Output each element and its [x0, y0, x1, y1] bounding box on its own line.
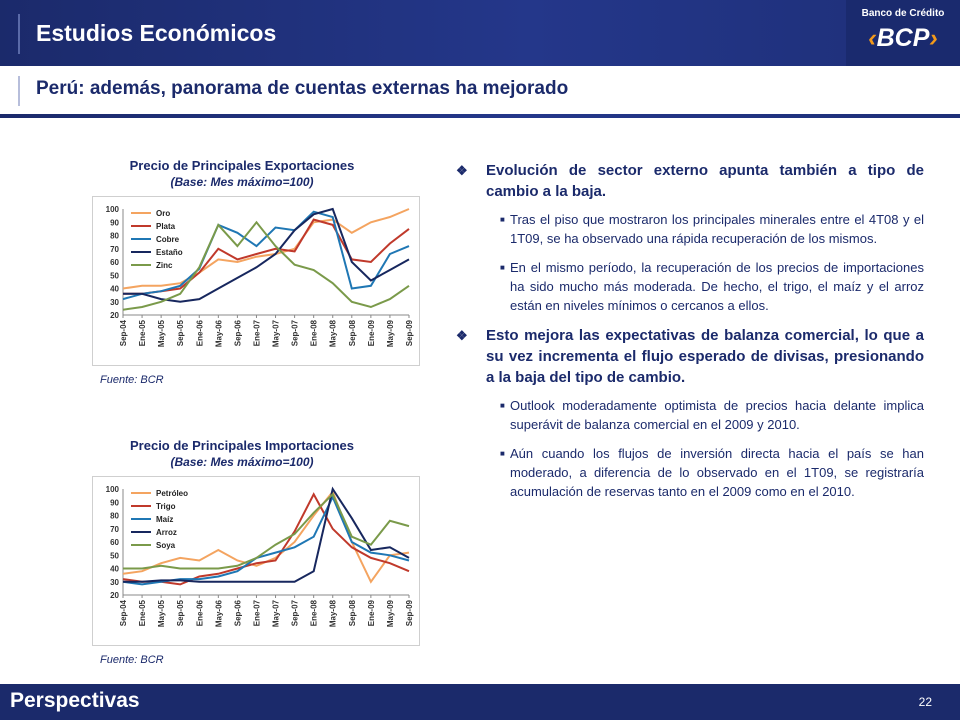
exports-x-tick-label: Sep-04: [119, 320, 128, 347]
imports-x-tick-label: May-07: [271, 600, 281, 628]
exports-x-tick-label: Sep-05: [176, 320, 186, 347]
imports-x-tick-label: Sep-06: [233, 600, 243, 627]
bullet-main-text: Esto mejora las expectativas de balanza comercial, lo que a su vez incrementa el flujo esperado de divisas, presionando a la baja del tipo de cambio.: [486, 327, 924, 386]
exports-x-tick-label: Sep-07: [290, 320, 300, 347]
imports-x-tick-label: Sep-04: [119, 600, 128, 627]
chart2-title: Precio de Principales Importaciones: [130, 438, 354, 453]
imports-legend-label: Petróleo: [156, 489, 189, 498]
diamond-bullet-icon: ❖: [456, 328, 468, 343]
imports-y-tick-label: 100: [105, 485, 119, 494]
imports-y-tick-label: 30: [110, 577, 119, 587]
bullet-sub-text: Outlook moderadamente optimista de precios hacia delante implica superávit de balanza comercial en el 2009 y 2010.: [510, 398, 924, 432]
chart1-title: Precio de Principales Exportaciones: [129, 158, 355, 173]
logo-bank-name: Banco de Crédito: [861, 8, 945, 19]
imports-x-tick-label: May-05: [157, 600, 167, 628]
exports-x-tick-label: May-07: [271, 320, 281, 348]
chart2-source: Fuente: BCR: [100, 654, 164, 666]
logo-text: BCP: [876, 24, 930, 52]
bullet-sub: [452, 258, 924, 315]
exports-legend-label: Cobre: [156, 235, 180, 244]
imports-y-tick-label: 50: [110, 551, 119, 561]
exports-y-tick-label: 80: [110, 231, 119, 241]
imports-y-tick-label: 20: [110, 591, 119, 600]
diamond-bullet-icon: ❖: [456, 163, 468, 178]
exports-x-tick-label: Ene-06: [195, 320, 205, 347]
imports-x-tick-label: Ene-09: [366, 600, 376, 627]
bullet-list: [452, 160, 924, 511]
exports-x-tick-label: Sep-08: [347, 320, 357, 347]
imports-x-tick-label: Ene-05: [138, 600, 148, 627]
title-divider: [18, 14, 20, 54]
bullet-sub: [452, 396, 924, 434]
slide-subtitle: Perú: además, panorama de cuentas externas ha mejorado: [36, 78, 569, 99]
exports-legend-label: Plata: [156, 222, 176, 231]
imports-legend-label: Trigo: [156, 502, 176, 511]
exports-chart: [93, 197, 419, 365]
imports-chart: [93, 477, 419, 645]
imports-x-tick-label: Sep-07: [290, 600, 300, 627]
bullet-sub: [452, 444, 924, 501]
imports-x-tick-label: May-06: [214, 600, 224, 628]
exports-x-tick-label: Ene-09: [366, 320, 376, 347]
imports-x-tick-label: Ene-06: [195, 600, 205, 627]
chart1-source: Fuente: BCR: [100, 374, 164, 386]
exports-x-tick-label: May-08: [328, 320, 338, 348]
exports-y-tick-label: 70: [110, 244, 119, 254]
chart2-frame: [92, 476, 420, 646]
imports-legend-label: Maíz: [156, 515, 174, 524]
bullet-main-text: Evolución de sector externo apunta también a tipo de cambio a la baja.: [486, 162, 924, 200]
exports-y-tick-label: 50: [110, 271, 119, 281]
exports-y-tick-label: 90: [110, 218, 119, 228]
imports-x-tick-label: May-09: [385, 600, 395, 628]
exports-y-tick-label: 30: [110, 297, 119, 307]
subtitle-divider: [18, 76, 20, 106]
exports-y-tick-label: 40: [110, 284, 119, 294]
exports-x-tick-label: Ene-05: [138, 320, 148, 347]
imports-x-tick-label: Sep-09: [405, 600, 414, 627]
square-bullet-icon: ■: [500, 215, 505, 224]
exports-legend-label: Zinc: [156, 261, 173, 270]
square-bullet-icon: ■: [500, 263, 505, 272]
square-bullet-icon: ■: [500, 401, 505, 410]
imports-x-tick-label: Sep-05: [176, 600, 186, 627]
exports-y-tick-label: 20: [110, 311, 119, 320]
imports-y-tick-label: 60: [110, 538, 119, 547]
imports-legend-label: Arroz: [156, 528, 177, 537]
chart2-subtitle: (Base: Mes máximo=100): [170, 455, 314, 469]
exports-legend-label: Oro: [156, 209, 171, 218]
square-bullet-icon: ■: [500, 449, 505, 458]
exports-legend-label: Estaño: [156, 248, 183, 257]
exports-x-tick-label: May-06: [214, 320, 224, 348]
exports-x-tick-label: Ene-07: [252, 320, 262, 347]
exports-x-tick-label: Sep-09: [405, 320, 414, 347]
logo-chevron-right-icon: ›: [929, 24, 938, 52]
footer-band: [0, 684, 960, 720]
exports-x-tick-label: May-05: [157, 320, 167, 348]
imports-y-tick-label: 70: [110, 524, 119, 534]
imports-legend-label: Soya: [156, 541, 176, 550]
bullet-main: [452, 160, 924, 202]
exports-x-tick-label: May-09: [385, 320, 395, 348]
imports-y-tick-label: 40: [110, 564, 119, 574]
chart1-subtitle: (Base: Mes máximo=100): [170, 175, 314, 189]
chart1-frame: [92, 196, 420, 366]
exports-y-tick-label: 100: [105, 205, 119, 214]
bullet-sub-text: En el mismo período, la recuperación de los precios de importaciones ha sido mucho más moderada. De hecho, el trigo, el maíz y el arroz están en niveles mínimos o cercanos a ellos.: [510, 260, 924, 313]
exports-y-tick-label: 60: [110, 258, 119, 267]
imports-x-tick-label: Sep-08: [347, 600, 357, 627]
imports-x-tick-label: May-08: [328, 600, 338, 628]
page-title: Estudios Económicos: [36, 20, 277, 46]
logo-chevron-left-icon: ‹: [868, 24, 877, 52]
imports-y-tick-label: 80: [110, 511, 119, 521]
exports-x-tick-label: Ene-08: [309, 320, 319, 347]
logo-wordmark: [846, 24, 960, 53]
imports-x-tick-label: Ene-07: [252, 600, 262, 627]
exports-x-tick-label: Sep-06: [233, 320, 243, 347]
section-label: Perspectivas: [10, 689, 140, 712]
bcp-logo: [846, 0, 960, 66]
bullet-main: [452, 325, 924, 388]
page-number: 22: [918, 695, 932, 709]
bullet-sub: [452, 210, 924, 248]
imports-x-tick-label: Ene-08: [309, 600, 319, 627]
bullet-sub-text: Aún cuando los flujos de inversión directa hacia el país se han moderado, a diferencia de lo observado en el 1T09, se registraría acumulación de reservas tanto en el 2009 como en el 2010.: [510, 446, 924, 499]
imports-y-tick-label: 90: [110, 498, 119, 508]
bullet-sub-text: Tras el piso que mostraron los principales minerales entre el 4T08 y el 1T09, se ha observado una rápida recuperación de los mismos.: [510, 212, 924, 246]
